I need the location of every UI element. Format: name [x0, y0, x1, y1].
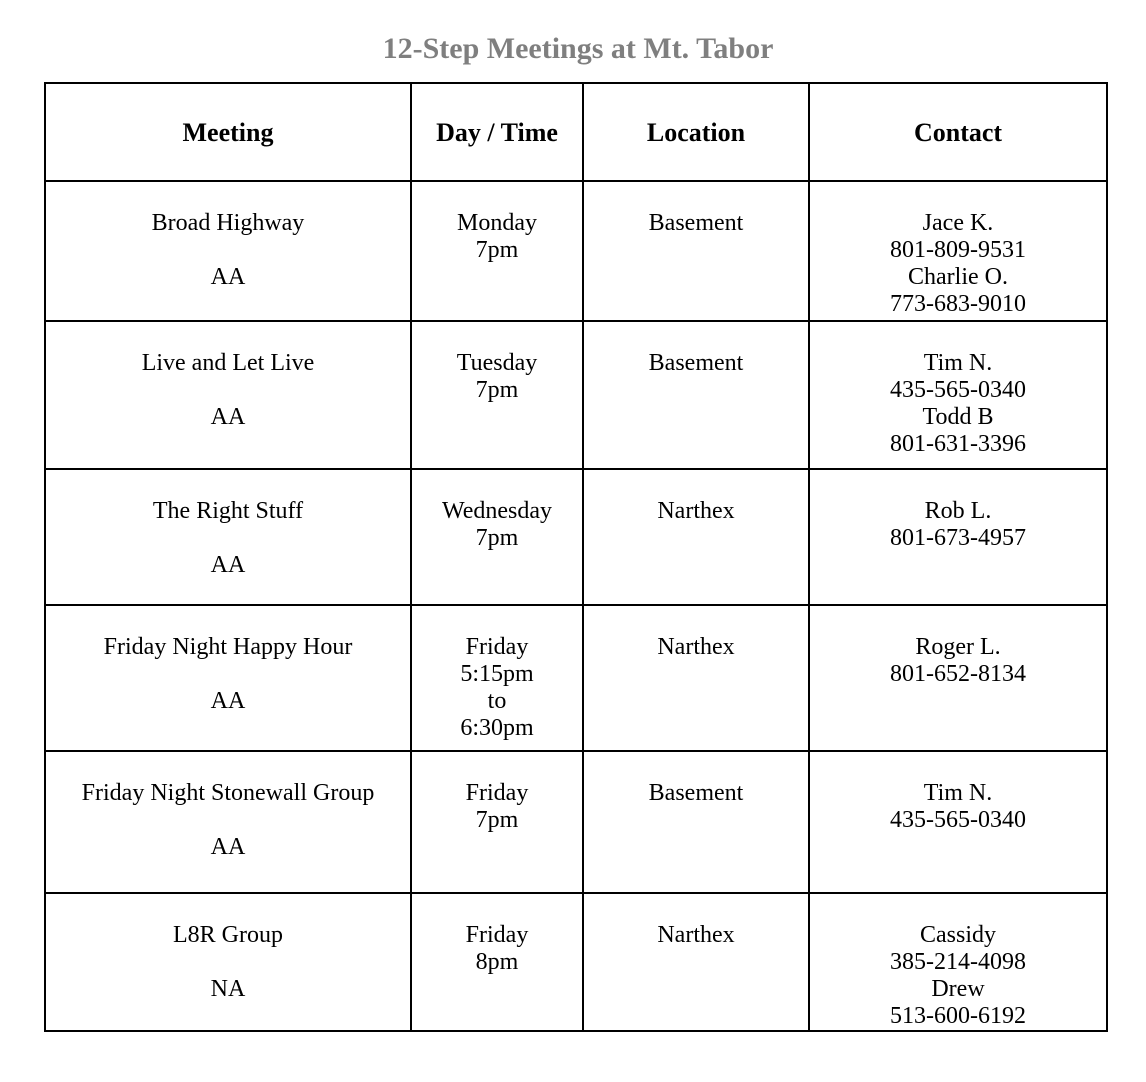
time-line: 7pm	[475, 525, 519, 551]
contact-phone: 801-673-4957	[890, 525, 1026, 551]
location-cell	[583, 605, 809, 751]
contact-name: Tim N.	[923, 780, 993, 806]
contact-phone: 773-683-9010	[890, 291, 1026, 317]
contact-phone: 801-631-3396	[890, 431, 1026, 457]
contact-name: Jace K.	[922, 210, 994, 236]
location-text: Narthex	[657, 498, 735, 524]
time-line: 7pm	[475, 807, 519, 833]
day-line: Friday	[465, 634, 529, 660]
location-cell	[583, 751, 809, 893]
meeting-type: AA	[210, 552, 246, 578]
table-row	[45, 181, 1107, 321]
table-row	[45, 605, 1107, 751]
day-line: Tuesday	[456, 350, 538, 376]
day-time-cell	[411, 893, 583, 1031]
meeting-cell	[45, 605, 411, 751]
header-day-time: Day / Time	[411, 83, 583, 181]
table-header-row	[45, 83, 1107, 181]
contact-cell	[809, 893, 1107, 1031]
location-cell	[583, 181, 809, 321]
contact-cell	[809, 605, 1107, 751]
meeting-name: Friday Night Stonewall Group	[81, 780, 375, 806]
time-line: 6:30pm	[460, 715, 534, 741]
time-line: 8pm	[475, 949, 519, 975]
contact-name: Roger L.	[915, 634, 1001, 660]
time-line: 5:15pm	[460, 661, 534, 687]
contact-cell	[809, 321, 1107, 469]
location-text: Basement	[648, 210, 744, 236]
meeting-cell	[45, 751, 411, 893]
header-location: Location	[583, 83, 809, 181]
day-line: Friday	[465, 780, 529, 806]
contact-phone: 435-565-0340	[890, 807, 1026, 833]
table-row	[45, 469, 1107, 605]
day-line: Friday	[465, 922, 529, 948]
meeting-cell	[45, 321, 411, 469]
contact-name: Rob L.	[924, 498, 992, 524]
contact-name: Drew	[931, 976, 985, 1002]
meeting-cell	[45, 181, 411, 321]
day-time-cell	[411, 469, 583, 605]
time-line: to	[487, 688, 507, 714]
meeting-name: Live and Let Live	[141, 350, 315, 376]
contact-phone: 801-809-9531	[890, 237, 1026, 263]
table-row	[45, 893, 1107, 1031]
meeting-type: AA	[210, 404, 246, 430]
day-line: Wednesday	[441, 498, 553, 524]
location-text: Narthex	[657, 634, 735, 660]
location-cell	[583, 321, 809, 469]
location-cell	[583, 469, 809, 605]
contact-cell	[809, 469, 1107, 605]
meeting-type: AA	[210, 264, 246, 290]
day-time-cell	[411, 321, 583, 469]
contact-name: Cassidy	[919, 922, 996, 948]
contact-name: Charlie O.	[908, 264, 1008, 290]
meeting-name: L8R Group	[173, 922, 283, 948]
day-time-cell	[411, 181, 583, 321]
contact-cell	[809, 751, 1107, 893]
contact-cell	[809, 181, 1107, 321]
meeting-cell	[45, 893, 411, 1031]
contact-name: Todd B	[922, 404, 994, 430]
time-line: 7pm	[475, 237, 519, 263]
day-time-cell	[411, 751, 583, 893]
contact-phone: 435-565-0340	[890, 377, 1026, 403]
meeting-cell	[45, 469, 411, 605]
meeting-type: AA	[210, 688, 246, 714]
contact-phone: 385-214-4098	[890, 949, 1026, 975]
contact-name: Tim N.	[923, 350, 993, 376]
header-contact: Contact	[809, 83, 1107, 181]
table-row	[45, 751, 1107, 893]
day-line: Monday	[457, 210, 537, 236]
time-line: 7pm	[475, 377, 519, 403]
meeting-type: NA	[210, 976, 246, 1002]
location-text: Basement	[648, 350, 744, 376]
contact-phone: 513-600-6192	[890, 1003, 1026, 1029]
meeting-type: AA	[210, 834, 246, 860]
page-title: 12-Step Meetings at Mt. Tabor	[382, 32, 774, 65]
meeting-name: Friday Night Happy Hour	[103, 634, 353, 660]
meeting-name: Broad Highway	[151, 210, 305, 236]
location-text: Narthex	[657, 922, 735, 948]
meetings-table	[44, 82, 1108, 1032]
header-meeting: Meeting	[45, 83, 411, 181]
location-cell	[583, 893, 809, 1031]
contact-phone: 801-652-8134	[890, 661, 1026, 687]
table-row	[45, 321, 1107, 469]
day-time-cell	[411, 605, 583, 751]
location-text: Basement	[648, 780, 744, 806]
meeting-name: The Right Stuff	[152, 498, 304, 524]
